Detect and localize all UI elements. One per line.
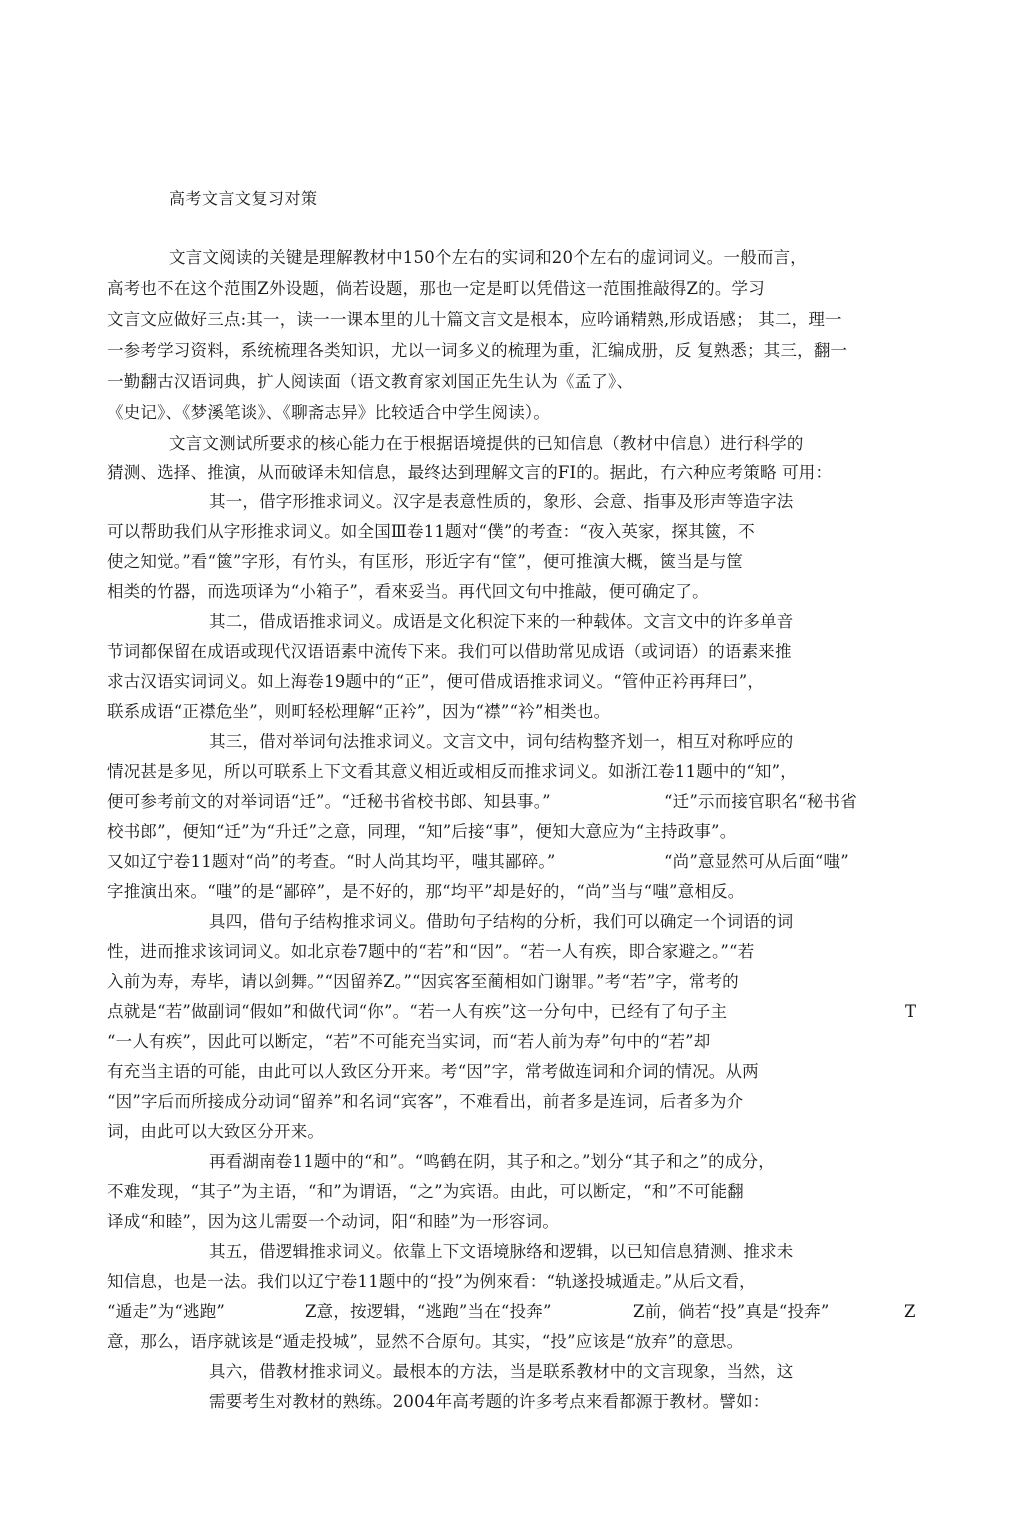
text-line: 情况甚是多见，所以可联系上下文看其意义相近或相反而推求词义。如浙江卷11题中的“知”， [107, 762, 797, 781]
text-line: T [905, 1002, 917, 1021]
text-line: 文言文测试所要求的核心能力在于根据语境提供的已知信息（教材中信息）进行科学的 [169, 434, 804, 453]
text-line: 高考也不在这个范围Z外设题，倘若设题，那也一定是町以凭借这一范围推敲得Z的。学习 [107, 279, 765, 298]
text-line: 点就是“若”做副词“假如”和做代词“你”。“若一人有疾”这一分句中，已经有了句子主 [107, 1002, 728, 1021]
text-line: 文言文应做好三点:其一，读一一课本里的儿十篇文言文是根本，应吟诵精熟,形成语感； 其二，理一 [107, 310, 842, 329]
text-line: 需要考生对教材的熟练。2004年高考题的许多考点来看都源于教材。譬如： [209, 1392, 770, 1411]
text-line: 使之知觉。”看“篋”字形，有竹头，有匡形，形近字有“筐”，便可推演大概，篋当是与筐 [107, 552, 744, 571]
text-line: 入前为寿，寿毕，请以剑舞。”“因留养Z。”“因宾客至蔺相如门谢罪。”考“若”字，常考的 [107, 972, 739, 991]
text-line: 猜测、选择、推演，从而破译未知信息，最终达到理解文言的FI的。据此，冇六种应考策略 可用： [107, 463, 833, 482]
text-line: “尚”意显然可从后面“嗤” [664, 852, 849, 871]
text-line: “一人有疾”，因此可以断定，“若”不可能充当实词，而“若人前为寿”句中的“若”却 [107, 1032, 711, 1051]
text-line: 知信息，也是一法。我们以辽宁卷11题中的“投”为例來看：“轨遂投城遁走。”从后文看， [107, 1272, 756, 1291]
text-line: 其二，借成语推求词义。成语是文化积淀下来的一种载体。文言文中的许多单音 [209, 612, 794, 631]
text-line: 其一，借字形推求词义。汉字是表意性质的，象形、会意、指事及形声等造字法 [209, 492, 794, 511]
text-line: 可以帮助我们从字形推求词义。如全国Ⅲ卷11题对“僕”的考查：“夜入英家，探其篋，不 [107, 522, 755, 541]
text-line: 字推演出來。“嗤”的是“鄙碎”，是不好的，那“均平”却是好的，“尚”当与“嗤”意相反。 [107, 882, 745, 901]
text-line: 求古汉语实词词义。如上海卷19题中的“正”，便可借成语推求词义。“管仲正衿再拜曰”， [107, 672, 765, 691]
text-line: Z前，倘若“投”真是“投奔” [633, 1302, 830, 1321]
text-line: 《史记》、《梦溪笔谈》、《聊斋志异》比较适合中学生阅读）。 [107, 403, 551, 422]
text-line: 有充当主语的可能，由此可以人致区分开来。考“因”字，常考做连词和介词的情况。从两 [107, 1062, 759, 1081]
text-line: 具六，借教材推求词义。最根本的方法，当是联系教材中的文言现象，当然，这 [209, 1362, 794, 1381]
text-line: 意，那么，语序就该是“遁走投城”，显然不合原句。其实，“投”应该是“放弃”的意思。 [107, 1332, 744, 1351]
text-line: “遁走”为“逃跑” [107, 1302, 226, 1321]
document-title: 高考文言文复习对策 [169, 189, 318, 208]
text-line: 具四，借句子结构推求词义。借助句子结构的分析，我们可以确定一个词语的词 [209, 912, 794, 931]
text-line: 不难发现，“其子”为主语，“和”为谓语，“之”为宾语。由此，可以断定，“和”不可能翻 [107, 1182, 744, 1201]
text-line: 节词都保留在成语或现代汉语语素中流传下来。我们可以借助常见成语（或词语）的语素来推 [107, 642, 792, 661]
text-line: Z意，按逻辑，“逃跑”当在“投奔” [305, 1302, 552, 1321]
text-line: 校书郎”，便知“迁”为“升迁”之意，同理，“知”后接“事”，便知大意应为“主持政事”。 [107, 822, 737, 841]
text-line: 译成“和睦”，因为这儿需耍一个动词，阳“和睦”为一形容词。 [107, 1212, 560, 1231]
text-line: 联系成语“正襟危坐”，则町轻松理解“正衿”，因为“襟”“衿”相类也。 [107, 702, 611, 721]
text-line: 再看湖南卷11题中的“和”。“鸣鹤在阴，其子和之。”划分“其子和之”的成分， [209, 1152, 775, 1171]
text-line: 其五，借逻辑推求词义。依靠上下文语境脉络和逻辑，以已知信息猜测、推求未 [209, 1242, 794, 1261]
text-line: “迁”示而接官职名“秘书省 [664, 792, 857, 811]
text-line: 便可参考前文的对举词语“迁”。“迁秘书省校书郎、知县事。” [107, 792, 551, 811]
text-line: 文言文阅读的关键是理解教材中150个左右的实词和20个左右的虚词词义。一般而言， [169, 248, 807, 267]
text-line: “因”字后而所接成分动词“留养”和名词“宾客”，不难看出，前者多是连词，后者多为介 [107, 1092, 744, 1111]
text-line: Z [904, 1302, 916, 1321]
text-line: 一参考学习资料，系统梳理各类知识，尤以一词多义的梳理为重，汇编成册，反 复熟悉；其三，翻一 [107, 341, 848, 360]
text-line: 一勤翻古汉语词典，扩人阅读面（语文教育家刘国正先生认为《孟了》、 [107, 372, 634, 391]
text-line: 词，由此可以大致区分开来。 [107, 1122, 325, 1141]
text-line: 相类的竹器，而选项译为“小箱子”，看來妥当。再代回文句中推敲，便可确定了。 [107, 582, 709, 601]
text-line: 又如辽宁卷11题对“尚”的考查。“时人尚其均平，嗤其鄙碎。” [107, 852, 556, 871]
text-line: 性，进而推求该词词义。如北京卷7题中的“若”和“因”。“若一人有疾，即合家避之。”“若 [107, 942, 755, 961]
text-line: 其三，借对举词句法推求词义。文言文中，词句结构整齐划一，相互对称呼应的 [209, 732, 794, 751]
